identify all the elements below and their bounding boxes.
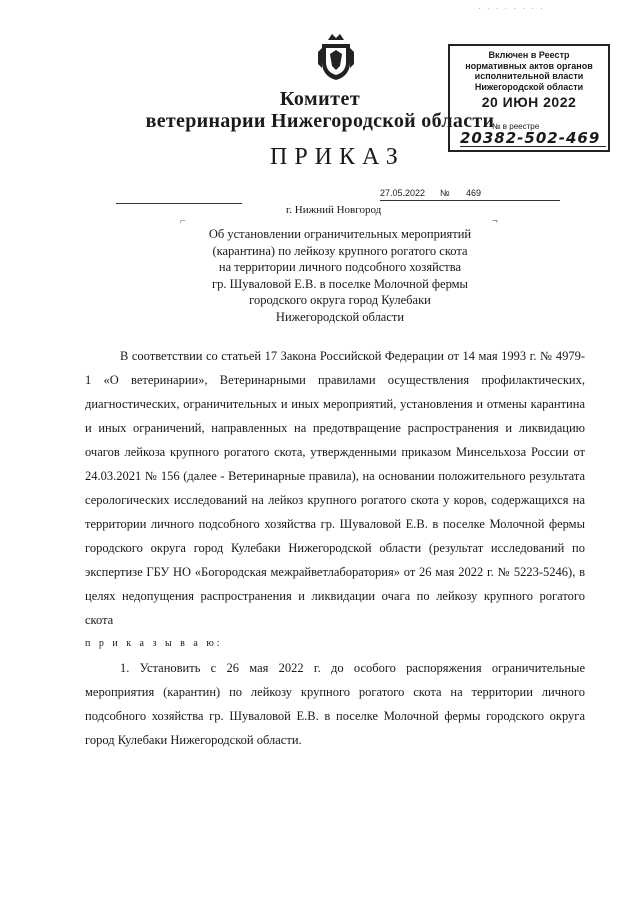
city: г. Нижний Новгород	[286, 204, 382, 216]
order-date: 27.05.2022	[380, 188, 426, 198]
document-body	[85, 344, 585, 752]
scan-marks: · · · · · · · ·	[478, 4, 545, 13]
date-number-underline	[380, 200, 560, 201]
document-type: ПРИКАЗ	[270, 144, 405, 170]
title-corner-right: ¬	[492, 216, 498, 227]
blank-line-left	[116, 203, 242, 204]
preamble-paragraph: В соответствии со статьей 17 Закона Российской Федерации от 14 мая 1993 г. № 4979-1 «О ветеринарии», Ветеринарными правилами осуществления профилактических, диагностических, ограничительных и иных мероприятий, установления и отмены карантина и иных ограничений, направленных на предотвращение распространения и ликвидацию очагов лейкоза крупного рогатого скота, утвержденными приказом Минсельхоза России от 24.03.2021 № 156 (далее - Ветеринарные правила), на основании положительного результата серологических исследований на лейкоз крупного рогатого скота у коров, содержащихся на территории личного подсобного хозяйства гр. Шуваловой Е.В. в поселке Молочной фермы городского округа город Кулебаки Нижегородской области (результат исследований по экспертизе ГБУ НО «Богородская межрайветлаборатория» от 26 мая 2022 г. № 5223-5246), в целях недопущения распространения и ликвидации очага по лейкозу крупного рогатого скота	[85, 349, 585, 627]
stamp-date: 20 ИЮН 2022	[481, 94, 577, 110]
order-number: 469	[466, 188, 482, 198]
coat-of-arms-icon	[316, 32, 356, 82]
stamp-registry-label: № в реестре	[492, 122, 540, 131]
order-number-sign: №	[440, 188, 450, 198]
stamp-text: Включен в Реестр нормативных актов органов исполнительной власти Нижегородской области	[465, 50, 593, 92]
order-item-1: 1. Установить с 26 мая 2022 г. до особого распоряжения ограничительные мероприятия (карантин) по лейкозу крупного рогатого скота на территории личного подсобного хозяйства гр. Шуваловой Е.В. в поселке Молочной фермы городского округа город Кулебаки Нижегородской области.	[85, 661, 585, 747]
title-corner-left: ⌐	[180, 216, 186, 227]
order-word: п р и к а з ы в а ю:	[85, 638, 223, 649]
org-name-line2: ветеринарии Нижегородской области	[145, 110, 495, 132]
stamp-registry-number: 20382-502-469	[460, 130, 606, 147]
org-name-line1: Комитет	[279, 88, 361, 110]
registry-stamp	[448, 44, 610, 152]
document-title: Об установлении ограничительных мероприятий (карантина) по лейкозу крупного рогатого скота на территории личного подсобного хозяйства гр. Шуваловой Е.В. в поселке Молочной фермы городского округа город Кулебаки Нижегородской области	[208, 227, 472, 324]
